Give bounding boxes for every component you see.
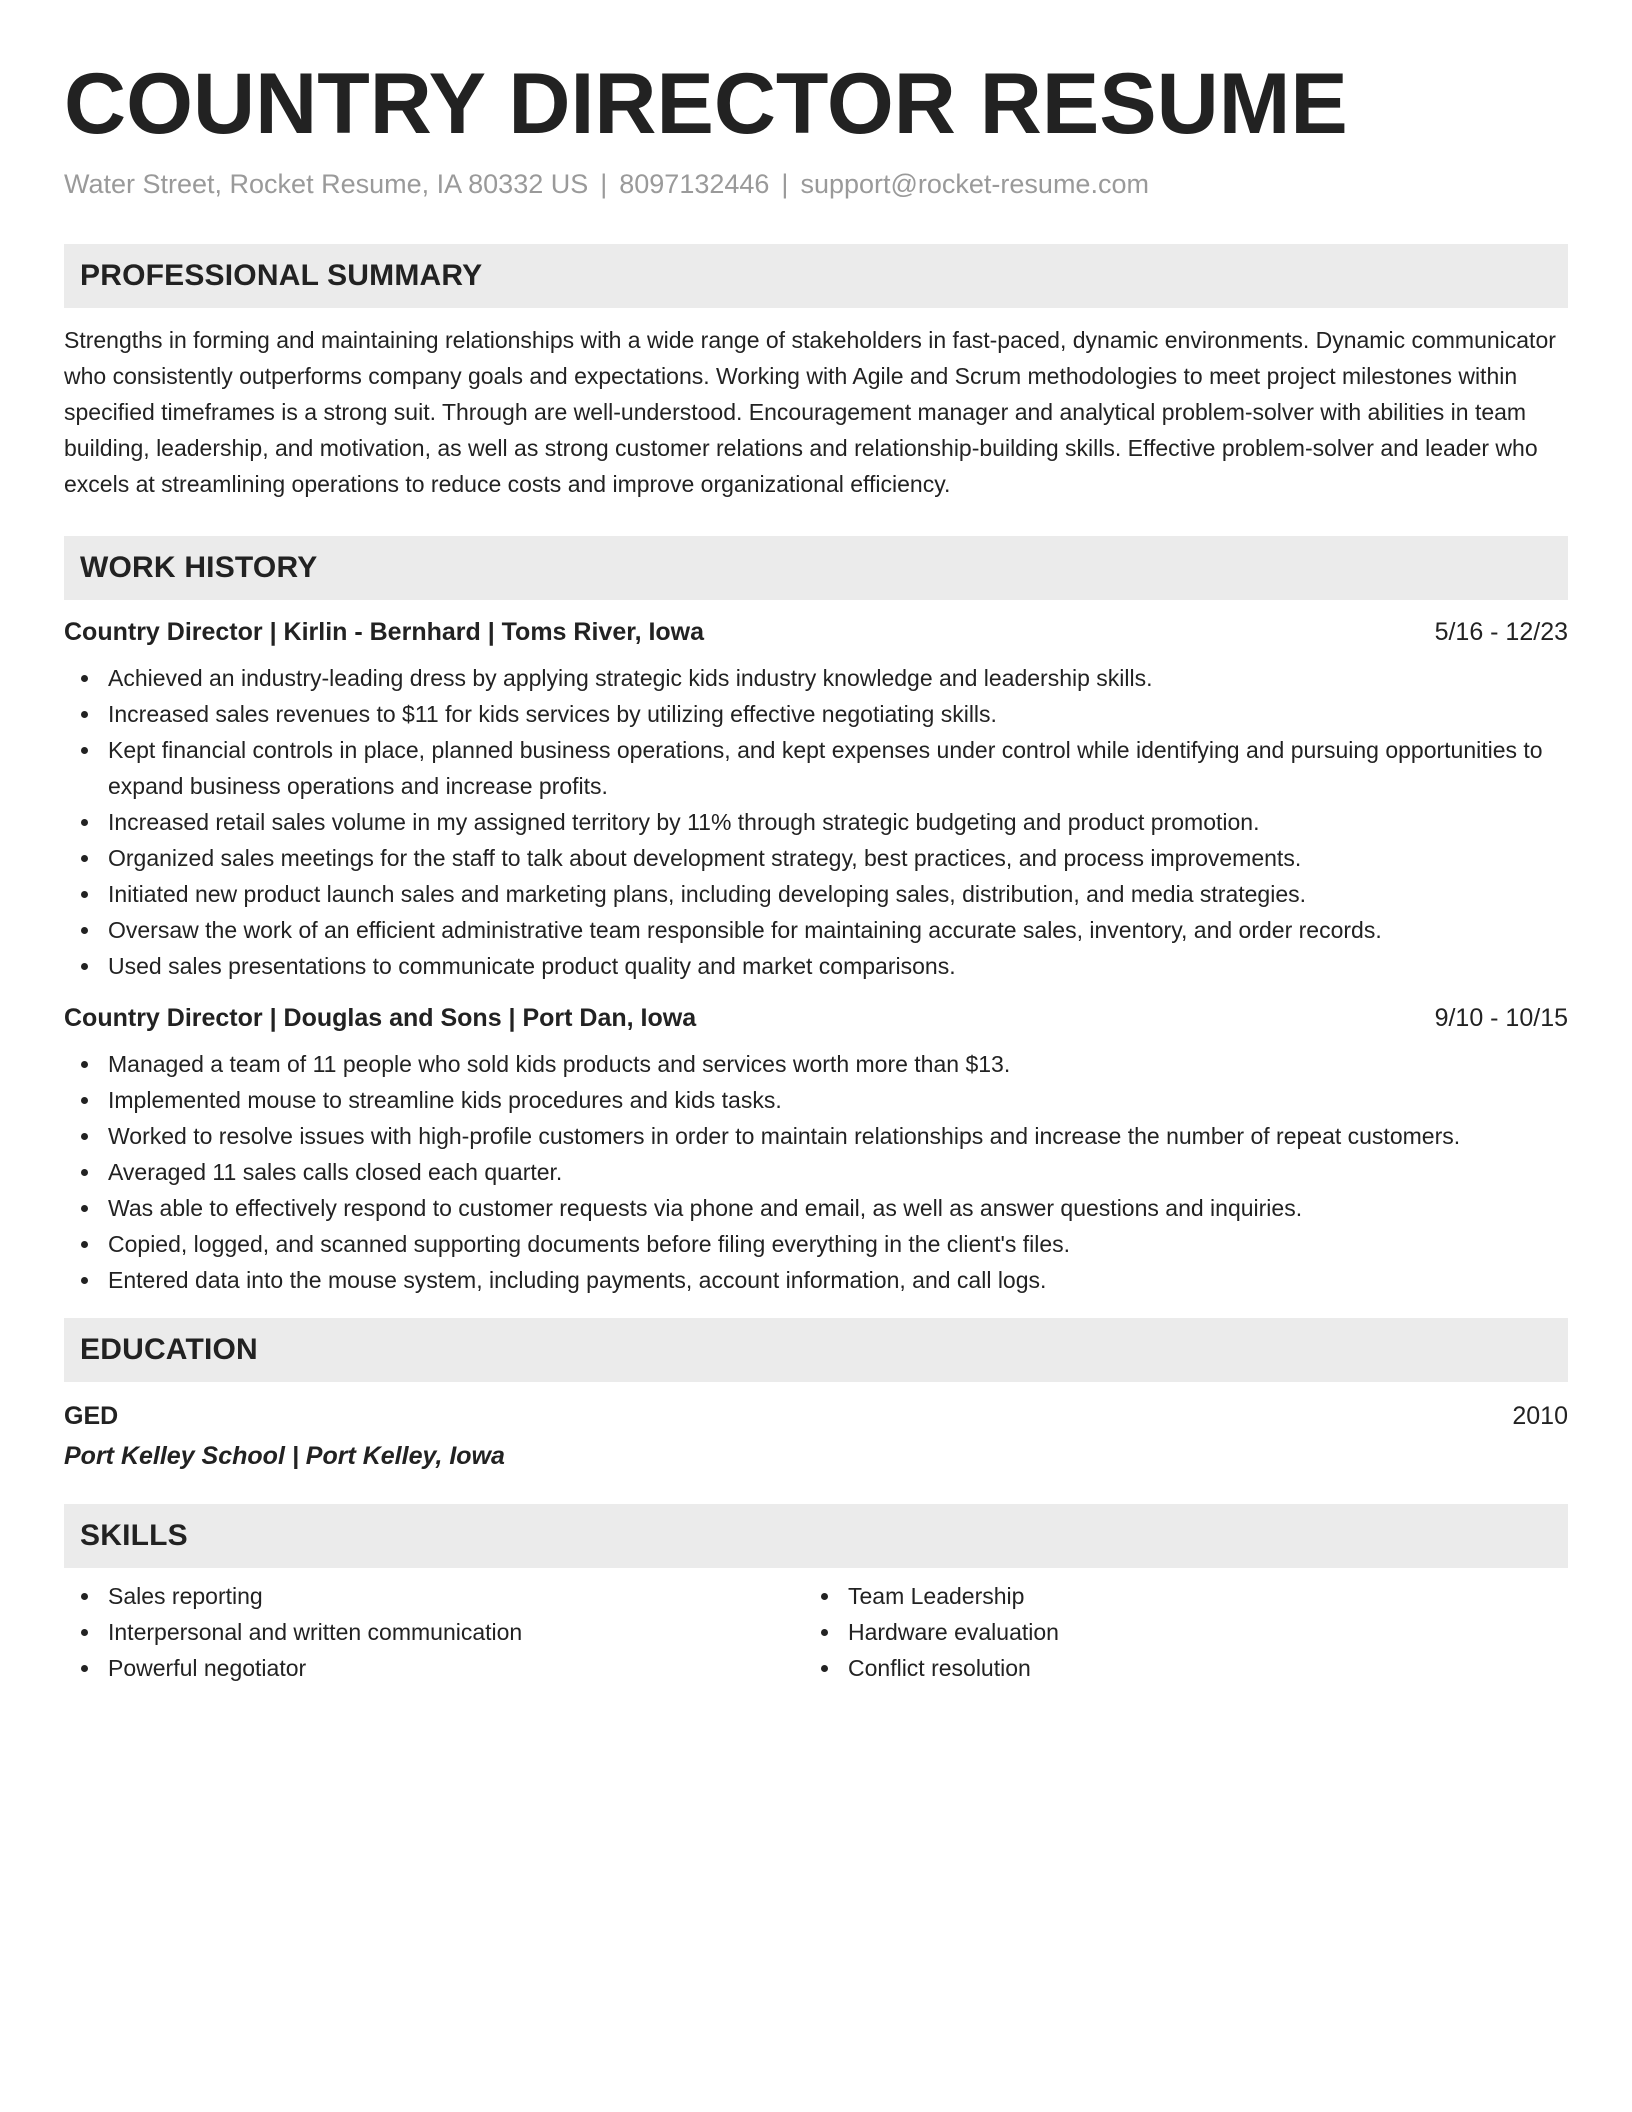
section-heading-education: EDUCATION bbox=[64, 1318, 1568, 1382]
contact-email: support@rocket-resume.com bbox=[800, 169, 1149, 199]
skills-grid bbox=[64, 1568, 1568, 1686]
job-dates: 9/10 - 10/15 bbox=[1434, 1004, 1568, 1032]
list-item: Increased retail sales volume in my assigned territory by 11% through strategic budgeting and product promotion. bbox=[108, 804, 1568, 840]
job-entry bbox=[64, 614, 1568, 984]
list-item: Was able to effectively respond to customer requests via phone and email, as well as answer questions and inquiries. bbox=[108, 1190, 1568, 1226]
section-heading-work: WORK HISTORY bbox=[64, 536, 1568, 600]
list-item: Worked to resolve issues with high-profile customers in order to maintain relationships and increase the number of repeat customers. bbox=[108, 1118, 1568, 1154]
list-item: Achieved an industry-leading dress by applying strategic kids industry knowledge and leadership skills. bbox=[108, 660, 1568, 696]
skill-item: Interpersonal and written communication bbox=[108, 1614, 804, 1650]
list-item: Entered data into the mouse system, including payments, account information, and call logs. bbox=[108, 1262, 1568, 1298]
job-dates: 5/16 - 12/23 bbox=[1434, 618, 1568, 646]
list-item: Oversaw the work of an efficient administrative team responsible for maintaining accurate sales, inventory, and order records. bbox=[108, 912, 1568, 948]
job-title: Country Director | Kirlin - Bernhard | Toms River, Iowa bbox=[64, 618, 705, 646]
education-entry bbox=[64, 1398, 1568, 1474]
list-item: Used sales presentations to communicate product quality and market comparisons. bbox=[108, 948, 1568, 984]
list-item: Implemented mouse to streamline kids procedures and kids tasks. bbox=[108, 1082, 1568, 1118]
skills-list bbox=[804, 1578, 1544, 1686]
summary-text: Strengths in forming and maintaining relationships with a wide range of stakeholders in fast-paced, dynamic environments. Dynamic communicator who consistently outperforms company goals and expectations. Working with Agile and Scrum methodologies to meet project milestones within specified timeframes is a strong suit. Through are well-understood. Encouragement manager and analytical problem-solver with abilities in team building, leadership, and motivation, as well as strong customer relations and relationship-building skills. Effective problem-solver and leader who excels at streamlining operations to reduce costs and improve organizational efficiency. bbox=[64, 327, 1556, 497]
education-header bbox=[64, 1398, 1568, 1434]
job-header bbox=[64, 1000, 1568, 1036]
skills-list bbox=[64, 1578, 804, 1686]
list-item: Kept financial controls in place, planned business operations, and kept expenses under control while identifying and pursuing opportunities to expand business operations and increase profits. bbox=[108, 732, 1568, 804]
resume-title: COUNTRY DIRECTOR RESUME bbox=[64, 56, 1348, 152]
job-title: Country Director | Douglas and Sons | Port Dan, Iowa bbox=[64, 1004, 697, 1032]
job-bullets bbox=[64, 660, 1568, 984]
list-item: Copied, logged, and scanned supporting documents before filing everything in the client's files. bbox=[108, 1226, 1568, 1262]
contact-phone: 8097132446 bbox=[619, 169, 770, 199]
education-school: Port Kelley School | Port Kelley, Iowa bbox=[64, 1442, 505, 1470]
skills-column-left bbox=[64, 1568, 804, 1686]
skill-item: Team Leadership bbox=[848, 1578, 1544, 1614]
section-heading-skills: SKILLS bbox=[64, 1504, 1568, 1568]
job-entry bbox=[64, 1000, 1568, 1298]
skill-item: Sales reporting bbox=[108, 1578, 804, 1614]
education-degree: GED bbox=[64, 1402, 119, 1430]
contact-separator: | bbox=[781, 169, 789, 199]
contact-address: Water Street, Rocket Resume, IA 80332 US bbox=[64, 169, 589, 199]
education-year: 2010 bbox=[1512, 1402, 1568, 1430]
list-item: Organized sales meetings for the staff to talk about development strategy, best practices, and process improvements. bbox=[108, 840, 1568, 876]
skill-item: Hardware evaluation bbox=[848, 1614, 1544, 1650]
job-bullets bbox=[64, 1046, 1568, 1298]
section-heading-summary: PROFESSIONAL SUMMARY bbox=[64, 244, 1568, 308]
contact-separator: | bbox=[600, 169, 608, 199]
list-item: Initiated new product launch sales and marketing plans, including developing sales, distribution, and media strategies. bbox=[108, 876, 1568, 912]
list-item: Managed a team of 11 people who sold kids products and services worth more than $13. bbox=[108, 1046, 1568, 1082]
skill-item: Conflict resolution bbox=[848, 1650, 1544, 1686]
skill-item: Powerful negotiator bbox=[108, 1650, 804, 1686]
job-header bbox=[64, 614, 1568, 650]
skills-column-right bbox=[804, 1568, 1544, 1686]
contact-line bbox=[64, 166, 1568, 202]
list-item: Increased sales revenues to $11 for kids services by utilizing effective negotiating skills. bbox=[108, 696, 1568, 732]
list-item: Averaged 11 sales calls closed each quarter. bbox=[108, 1154, 1568, 1190]
